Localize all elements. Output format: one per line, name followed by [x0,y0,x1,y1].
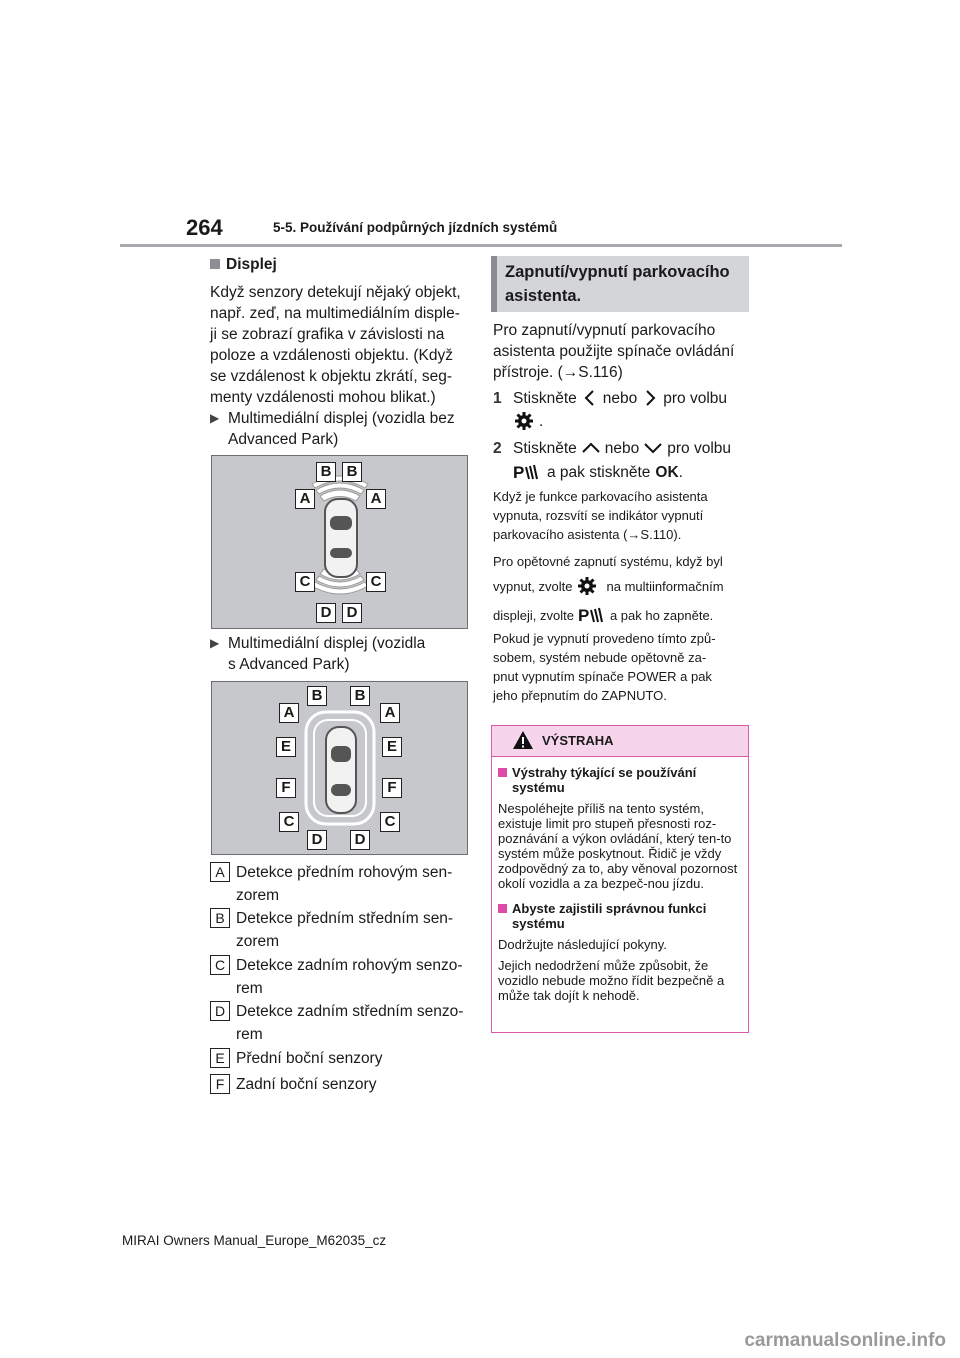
chevron-left-icon [577,388,603,408]
warning-triangle-icon [512,730,534,750]
warning-header: VÝSTRAHA [492,726,748,757]
legend-key: C [210,955,230,975]
diagram-without-advanced-park [211,455,468,629]
square-bullet-icon [210,259,220,269]
warning-box [491,725,749,1033]
watermark: carmanualsonline.info [744,1330,946,1351]
legend-key: F [210,1074,230,1094]
ok-icon: OK [655,463,679,481]
triangle-bullet-icon: ▶ [210,636,220,650]
right-intro: Pro zapnutí/vypnutí parkovacího asistenta použijte spínače ovládání přístroje. (→S.116) [493,322,735,381]
label-d: D [350,830,370,850]
note-indicator: Když je funkce parkovacího asistenta vypnuta, rozsvítí se indikátor vypnutí parkovacího asistenta (→S.110). [493,489,708,542]
warning-text: Dodržujte následující pokyny. [498,937,667,952]
label-b: B [307,686,327,706]
label-d: D [342,603,362,623]
label-e: E [382,737,402,757]
label-c: C [295,572,315,592]
label-c: C [366,572,386,592]
car-icon [325,726,357,814]
warning-text: Nespoléhejte příliš na tento systém, existuje limit pro stupeň přesnosti roz-poznávání a výkon ovládání, který ten-to systém může poskytnout. Řidič je vždy zodpovědný za to, aby věnoval pozornost okolí vozidla a za bezpeč-nou jízdu. [498,801,738,891]
step-2: 2 Stiskněte nebo pro volbu P a pak stiskněte OK . [493,439,732,482]
legend-item-d: D Detekce zadním středním senzo- rem [210,1000,463,1046]
legend-item-f: F Zadní boční senzory [210,1073,376,1096]
display-heading: Displej [210,256,277,274]
legend-key: A [210,862,230,882]
header-rule [120,244,842,247]
section-heading-parking-assist: Zapnutí/vypnutí parkovacího asistenta. [491,256,749,312]
label-b: B [342,462,362,482]
label-f: F [382,778,402,798]
bullet-with-advanced-park: ▶ Multimediální displej (vozidla s Advanced Park) [210,635,426,673]
label-d: D [316,603,336,623]
footer-text: MIRAI Owners Manual_Europe_M62035_cz [122,1233,387,1248]
label-b: B [316,462,336,482]
svg-text:P: P [577,606,590,625]
legend-item-b: B Detekce předním středním sen- zorem [210,907,453,953]
legend-item-e: E Přední boční senzory [210,1047,382,1070]
gear-icon [573,575,601,597]
diagram-with-advanced-park [211,681,468,855]
page-number: 264 [186,215,223,240]
section-title: 5-5. Používání podpůrných jízdních systémů [273,220,558,235]
label-e: E [276,737,296,757]
label-c: C [380,812,400,832]
label-a: A [366,489,386,509]
square-bullet-icon [498,904,507,913]
triangle-bullet-icon: ▶ [210,411,220,425]
legend-item-c: C Detekce zadním rohovým senzo- rem [210,954,463,1000]
note-reenable: Pro opětovné zapnutí systému, když byl vypnut, zvolte na multiinformačním displeji, zvolte P a pak ho zapněte. Pokud je vypnutí provedeno tímto způ- sobem, systém nebude opětovně za- pnut vypnutím spínače POWER a pak jeho přepnutím do ZAPNUTO. [493,554,724,703]
warning-text: Jejich nedodržení může způsobit, že vozidlo nebude možno řídit bezpečně a může tak dojít k nehodě. [498,958,725,1003]
parking-sensor-icon [574,604,606,626]
legend-key: E [210,1048,230,1068]
label-d: D [307,830,327,850]
gear-icon [513,410,535,432]
warning-subheading: Výstrahy týkající se používání systému [498,765,742,795]
chevron-down-icon [639,438,667,458]
step-1: 1 Stiskněte nebo pro volbu . [493,387,751,433]
parking-sensor-icon [513,461,541,483]
bullet-without-advanced-park: ▶ Multimediální displej (vozidla bez Advanced Park) [210,410,455,448]
car-icon [324,498,358,578]
display-intro: Když senzory detekují nějaký objekt, např. zeď, na multimediálním disple- ji se zobrazí grafika v závislosti na poloze a vzdálenosti objektu. (Když se vzdálenost k objektu zkrátí, seg- menty vzdálenosti mohou blikat.) [210,284,461,406]
legend-key: B [210,908,230,928]
label-a: A [295,489,315,509]
chevron-right-icon [637,388,663,408]
label-a: A [279,703,299,723]
square-bullet-icon [498,768,507,777]
label-b: B [350,686,370,706]
label-f: F [276,778,296,798]
legend-item-a: A Detekce předním rohovým sen- zorem [210,861,452,907]
warning-subheading: Abyste zajistili správnou funkci systému [498,901,742,931]
chevron-up-icon [577,438,605,458]
legend-key: D [210,1001,230,1021]
label-a: A [380,703,400,723]
svg-text:P: P [513,463,525,482]
label-c: C [279,812,299,832]
